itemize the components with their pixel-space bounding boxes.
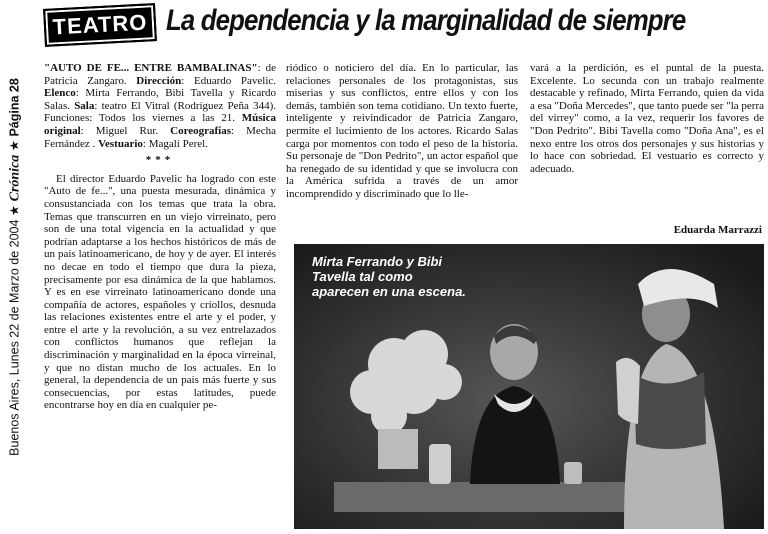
column-2	[286, 62, 518, 201]
cast-label: Elenco	[44, 87, 76, 100]
direction-value: : Eduardo Pavelic.	[181, 74, 277, 87]
star-separator: ★	[7, 201, 22, 217]
music-label: Música original	[44, 112, 277, 137]
glass	[564, 462, 582, 484]
page-number: Página 28	[7, 78, 22, 137]
venue-value: : teatro El Vitral (Rodríguez Peña 344). Funciones: Todos los viernes a las 21.	[44, 99, 277, 125]
choreo-label: Coreografías	[170, 124, 232, 137]
column-1	[44, 62, 276, 412]
body-text-col1: El director Eduardo Pavelic ha logrado con este "Auto de fe...", una puesta mesurada, dinámica y consustanciada con los temas que trata la obra. Temas que transcurren en un viejo virreinato, pero son de una total vigencia en la actualidad y que podrían adaptarse a los hechos históricos de más de un país latinoamericano, de hoy y de ayer. El interés no decae en todo el tiempo que dura la pieza, precisamente por esa dinámica de la que hablamos. Y es en ese virreinato latinoamericano donde una compañía de actores, españoles y criollos, desnuda las relaciones existentes entre el arte y el poder, y entre el arte y la revolución, a su vez entrelazados con conflictos humanos que reflejan la discriminación y marginalidad en la época virreinal, y que no distan mucho de los actuales. En lo general, la dependencia de un país más fuerte y sus consecuencias, por estas latitudes, puede encontrarse hoy en día en cualquier pe-	[44, 172, 276, 412]
stage-photo	[294, 244, 764, 529]
body-text-col2: riódico o noticiero del día. En lo particular, las relaciones personales de los protagonistas, sus miserias y sus conflictos, entre ellos y con los demás, también son tema cotidiano. Un texto fuerte, inteligente y reivindicador de Patricia Zangaro, permite el lucimiento de los actores. Ricardo Salas carga por momentos con todo el peso de la historia. Su personaje de "Don Pedrito", un actor español que ha renegado de su identidad y que se involucra con la América sufrida a través de un amor incomprendido y discriminado que lo lle-	[286, 62, 518, 200]
direction-label: Dirección	[136, 74, 182, 87]
bottle	[429, 444, 451, 484]
photo-caption: Mirta Ferrando y Bibi Tavella tal como aparecen en una escena.	[312, 254, 466, 299]
column-3	[530, 62, 764, 175]
star-separator: ★	[7, 136, 22, 152]
table	[334, 482, 664, 512]
byline: Eduarda Marrazzi	[673, 224, 762, 236]
author-text: : de Patricia Zangaro.	[44, 62, 276, 87]
body-text-col3: vará a la perdición, es el puntal de la puesta. Excelente. Lo secunda con un trabajo realmente destacable y refinado, Mirta Ferrando, quien da vida a esa "Doña Mercedes", que tanto puede ser "la perra del virrey" como, a la vez, requerir los favores de "Don Pedrito". Bibi Tavella como "Doña Ana", es el nexo entre los otros dos personajes y sus historias y lo hace con sobriedad. El vestuario es correcto y adecuado.	[530, 62, 764, 175]
cast-value: : Mirta Ferrando, Bibi Tavella y Ricardo Salas.	[44, 87, 276, 112]
headline: La dependencia y la marginalidad de siempre	[166, 4, 686, 37]
newspaper-brand: Crónica	[7, 154, 23, 202]
flower-vase	[378, 429, 418, 469]
venue-label: Sala	[74, 99, 95, 112]
side-dateline	[7, 7, 24, 527]
costume-value: : Magalí Perel.	[142, 137, 208, 150]
credits-block	[44, 62, 276, 150]
separator-stars: ***	[145, 154, 175, 167]
music-value: : Miguel Rur.	[80, 124, 159, 137]
section-badge: TEATRO	[43, 3, 157, 47]
play-title: "AUTO DE FE... ENTRE BAMBALINAS"	[44, 62, 258, 74]
costume-label: Vestuario	[98, 137, 143, 150]
side-strip	[0, 0, 30, 534]
choreo-value: : Mecha Fernández .	[44, 124, 277, 150]
dateline-text: Buenos Aires, Lunes 22 de Marzo de 2004	[7, 219, 22, 456]
